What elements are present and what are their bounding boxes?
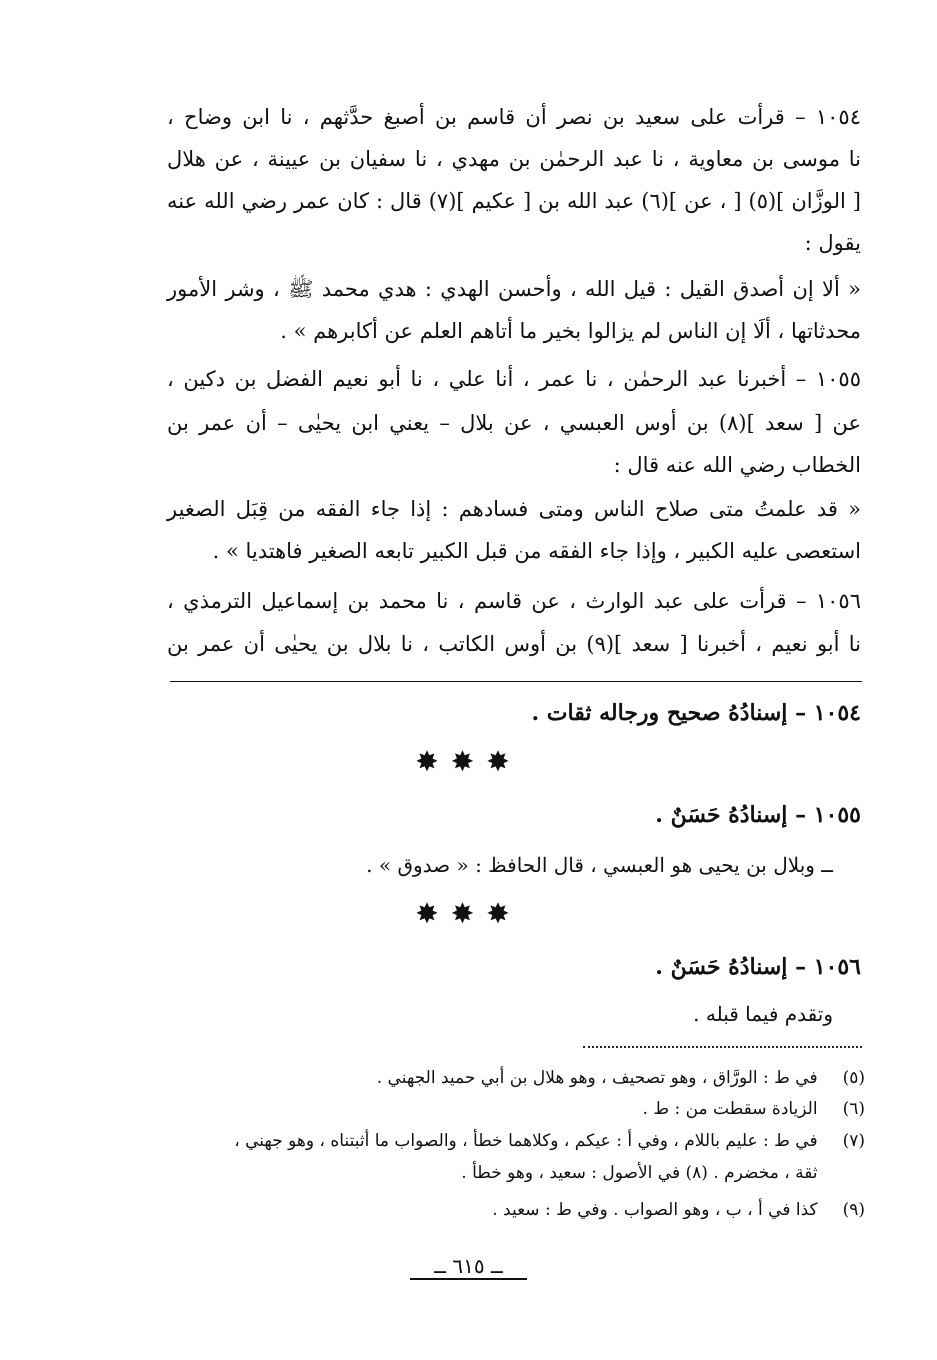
footnote-text: في ط : الورَّاق ، وهو تصحيف ، وهو هلال بن أبي حميد الجهني . (376, 1068, 818, 1088)
commentary-1056-note: وتقدم فيما قبله . (693, 1002, 833, 1026)
hadith-1055-line-2: عن [ سعد ](٨) بن أوس العبسي ، عن بلال – يعني ابن يحيٰى – أن عمر بن (167, 411, 861, 435)
footnote-text: الزيادة سقطت من : ط . (642, 1099, 818, 1119)
footnote-number: (٥) (842, 1068, 865, 1088)
hadith-1054-line-4: يقول : (804, 231, 861, 255)
footnote-text: كذا في أ ، ب ، وهو الصواب . وفي ط : سعيد . (492, 1200, 818, 1220)
hadith-1055-quote-1: « قد علمتُ متى صلاح الناس ومتى فسادهم : إذا جاء الفقه من قِبَل الصغير (167, 497, 861, 521)
hadith-1054-line-3: [ الوزَّان ](٥) [ ، عن ](٦) عبد الله بن [ عكيم ](٧) قال : كان عمر رضي الله عنه (167, 189, 861, 213)
footnote-7 (165, 1128, 865, 1154)
commentary-1056: ١٠٥٦ – إسنادُهُ حَسَنٌ . (655, 954, 861, 980)
commentary-1055: ١٠٥٥ – إسنادُهُ حَسَنٌ . (655, 802, 861, 828)
hadith-1055-quote-2: استعصى عليه الكبير ، وإذا جاء الفقه من قبل الكبير تابعه الصغير فاهتديا » . (212, 539, 861, 563)
hadith-1054-line-1: ١٠٥٤ – قرأت على سعيد بن نصر أن قاسم بن أصبغ حدَّثهم ، نا ابن وضاح ، (167, 105, 861, 129)
hadith-1055-line-1: ١٠٥٥ – أخبرنا عبد الرحمٰن ، نا عمر ، أنا علي ، نا أبو نعيم الفضل بن دكين ، (167, 367, 861, 391)
hadith-1054-line-2: نا موسى بن معاوية ، نا عبد الرحمٰن بن مهدي ، نا سفيان بن عيينة ، عن هلال (167, 147, 861, 171)
footnote-5 (165, 1065, 865, 1091)
footnote-7-continued-and-8 (165, 1160, 865, 1186)
text-commentary-separator (170, 681, 862, 682)
section-stars-1: ✸✸✸ (415, 745, 522, 778)
footnote-number: (٩) (842, 1200, 865, 1220)
hadith-1056-line-1: ١٠٥٦ – قرأت على عبد الوارث ، عن قاسم ، نا محمد بن إسماعيل الترمذي ، (167, 589, 861, 613)
hadith-1054-quote-1: « ألا إن أصدق القيل : قيل الله ، وأحسن الهدي : هدي محمد ﷺ ، وشر الأمور (167, 277, 861, 301)
page-number (0, 1253, 937, 1279)
hadith-1054-quote-2: محدثاتها ، ألَا إن الناس لم يزالوا بخير ما أتاهم العلم عن أكابرهم » . (280, 319, 861, 343)
commentary-1055-note: ــ وبلال بن يحيى هو العبسي ، قال الحافظ : « صدوق » . (366, 853, 833, 877)
footnote-number: (٧) (842, 1131, 865, 1151)
footnote-text: في ط : عليم باللام ، وفي أ : عيكم ، وكلاهما خطأ ، والصواب ما أثبتناه ، وهو جهني ، (234, 1131, 818, 1151)
hadith-1056-line-2: نا أبو نعيم ، أخبرنا [ سعد ](٩) بن أوس الكاتب ، نا بلال بن يحيٰى أن عمر بن (167, 632, 861, 656)
commentary-1054: ١٠٥٤ – إسنادُهُ صحيح ورجاله ثقات . (531, 700, 861, 726)
section-stars-2: ✸✸✸ (415, 897, 522, 930)
footnote-9 (165, 1197, 865, 1223)
hadith-1055-line-3: الخطاب رضي الله عنه قال : (613, 453, 861, 477)
page-number-text: ــ ٦١٥ ــ (410, 1254, 526, 1280)
footnote-number: (٦) (842, 1099, 865, 1119)
footnote-text: ثقة ، مخضرم . (٨) في الأصول : سعيد ، وهو خطأ . (461, 1163, 818, 1183)
footnote-separator (583, 1046, 862, 1048)
footnote-6 (165, 1096, 865, 1122)
